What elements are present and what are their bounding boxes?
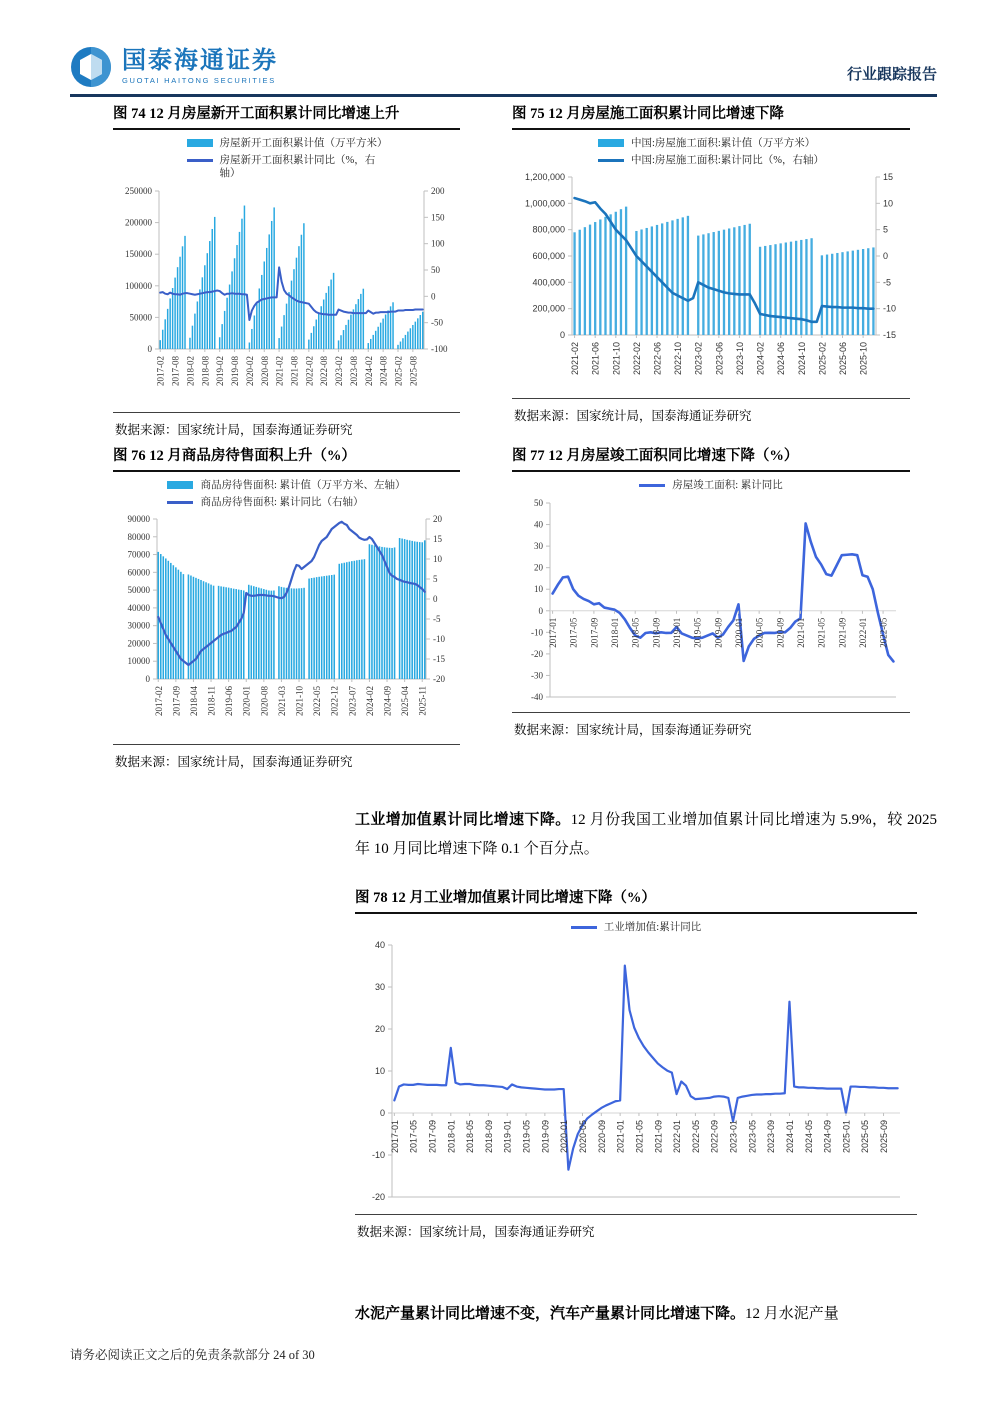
svg-text:100000: 100000 [125,280,152,291]
svg-text:2017-09: 2017-09 [427,1119,438,1153]
brand-name-en: GUOTAI HAITONG SECURITIES [122,76,276,85]
figure-78-title: 图 78 12 月工业增加值累计同比增速下降（%） [355,884,917,914]
svg-text:250000: 250000 [125,185,152,196]
figure-75-source: 数据来源：国家统计局，国泰海通证券研究 [512,398,910,424]
housing-completions-chart [512,493,910,709]
svg-text:2020-01: 2020-01 [241,686,252,717]
svg-text:90000: 90000 [127,514,150,525]
svg-text:100: 100 [431,238,445,249]
svg-text:0: 0 [431,291,436,302]
svg-text:10: 10 [374,1065,385,1076]
legend-item [598,137,824,151]
svg-text:2021-10: 2021-10 [611,342,622,376]
svg-text:1,000,000: 1,000,000 [524,198,565,209]
svg-text:2025-01: 2025-01 [841,1119,852,1153]
svg-text:70000: 70000 [127,549,150,560]
svg-text:10: 10 [433,554,442,565]
legend-label: 商品房待售面积: 累计值（万平方米、左轴） [200,480,406,491]
svg-text:2025-10: 2025-10 [858,342,869,376]
figure-75 [512,100,910,424]
svg-text:10: 10 [883,198,894,209]
svg-text:-100: -100 [431,343,448,354]
svg-text:0: 0 [538,605,543,616]
svg-text:2025-08: 2025-08 [408,355,419,386]
figure-75-chart-canvas [512,130,910,395]
svg-text:2019-02: 2019-02 [215,355,226,386]
svg-text:2020-01: 2020-01 [559,1119,570,1153]
svg-text:2021-08: 2021-08 [289,355,300,386]
svg-text:2017-09: 2017-09 [589,617,600,648]
svg-text:2021-02: 2021-02 [570,342,581,376]
svg-text:200000: 200000 [125,217,152,228]
svg-text:2022-05: 2022-05 [690,1119,701,1153]
legend-item [639,479,783,493]
svg-text:2020-01: 2020-01 [733,617,744,648]
svg-text:800,000: 800,000 [532,224,565,235]
svg-text:80000: 80000 [127,532,150,543]
svg-text:2017-09: 2017-09 [171,686,182,717]
svg-text:50000: 50000 [129,312,152,323]
svg-text:50000: 50000 [127,585,150,596]
svg-text:2021-09: 2021-09 [653,1119,664,1153]
svg-text:10: 10 [534,583,543,594]
svg-text:2023-10: 2023-10 [734,342,745,376]
svg-text:2022-10: 2022-10 [673,342,684,376]
svg-text:2019-01: 2019-01 [672,617,683,648]
svg-text:20: 20 [433,514,442,525]
svg-text:2019-05: 2019-05 [521,1119,532,1153]
disclaimer-footer: 请务必阅读正文之后的免责条款部分 24 of 30 [70,1348,315,1362]
svg-text:2025-02: 2025-02 [817,342,828,376]
svg-text:2024-01: 2024-01 [784,1119,795,1153]
svg-text:2025-06: 2025-06 [838,342,849,376]
svg-text:2020-08: 2020-08 [259,686,270,717]
page-header [70,46,937,88]
svg-text:-20: -20 [433,674,445,685]
figure-74-chart-canvas [113,130,460,409]
svg-text:50: 50 [534,497,543,508]
svg-text:2021-05: 2021-05 [634,1119,645,1153]
svg-text:2018-01: 2018-01 [610,617,621,648]
svg-text:600,000: 600,000 [532,251,565,262]
brand-text [122,49,278,85]
figure-76-title: 图 76 12 月商品房待售面积上升（%） [113,442,460,472]
svg-text:2020-08: 2020-08 [259,355,270,386]
svg-text:2024-02: 2024-02 [364,686,375,717]
svg-text:2021-02: 2021-02 [274,355,285,386]
figure-74 [113,100,460,438]
svg-text:2023-08: 2023-08 [348,355,359,386]
svg-text:2020-05: 2020-05 [578,1119,588,1153]
svg-text:2017-08: 2017-08 [170,355,181,386]
svg-text:30000: 30000 [127,620,150,631]
svg-text:40: 40 [374,939,385,950]
figure-77-source: 数据来源：国家统计局，国泰海通证券研究 [512,712,910,738]
svg-text:-30: -30 [531,670,543,681]
legend-line-swatch-icon [187,159,213,162]
paragraph-cement-rest: 12 月水泥产量 [745,1306,839,1322]
figure-76-chart-canvas [113,472,460,741]
legend-item [167,479,405,493]
svg-text:20: 20 [534,562,543,573]
svg-text:2018-01: 2018-01 [446,1119,457,1153]
paragraph-lead-rest: 12 月份我国工业增加值累计同比增速为 5.9%，较 2025 年 10 月同比增速下降 0.1 个百分点。 [355,812,937,857]
svg-text:2024-09: 2024-09 [822,1119,833,1153]
figure-76 [113,442,460,770]
svg-text:2018-05: 2018-05 [630,617,641,648]
legend-label: 房屋新开工面积累计值（万平方米） [219,138,388,149]
svg-text:2022-01: 2022-01 [672,1119,683,1153]
figure-77-chart-canvas [512,472,910,709]
legend-line-swatch-icon [598,159,624,162]
svg-text:2019-05: 2019-05 [692,617,703,648]
body-paragraph-cement [355,1300,937,1329]
housing-under-construction-chart [512,167,910,395]
svg-text:15: 15 [883,172,894,183]
svg-text:2023-09: 2023-09 [766,1119,777,1153]
svg-text:-10: -10 [371,1149,385,1160]
svg-text:2018-11: 2018-11 [206,686,217,716]
svg-text:2022-06: 2022-06 [652,342,663,376]
svg-text:15: 15 [433,534,442,545]
svg-text:0: 0 [883,251,889,262]
brand-name-cn: 国泰海通证券 [122,47,278,74]
svg-text:2019-08: 2019-08 [230,355,241,386]
figure-78 [355,884,917,1240]
svg-text:30: 30 [374,981,385,992]
svg-text:40000: 40000 [127,603,150,614]
legend-item [187,154,387,181]
figure-76-source: 数据来源：国家统计局，国泰海通证券研究 [113,744,460,770]
svg-text:-40: -40 [531,691,543,702]
svg-text:2019-09: 2019-09 [713,617,724,648]
figure-78-source: 数据来源：国家统计局，国泰海通证券研究 [355,1214,917,1240]
legend-item [598,154,824,168]
svg-text:2021-06: 2021-06 [590,342,601,376]
industrial-value-added-chart [356,935,916,1211]
legend-bar-swatch-icon [598,139,624,147]
svg-text:20000: 20000 [127,638,150,649]
svg-text:2020-09: 2020-09 [775,617,786,648]
svg-text:60000: 60000 [127,567,150,578]
svg-text:2024-08: 2024-08 [378,355,389,386]
svg-text:-15: -15 [883,330,897,341]
svg-text:2018-04: 2018-04 [188,686,199,717]
svg-text:0: 0 [145,674,150,685]
svg-text:-50: -50 [431,317,443,328]
svg-text:-5: -5 [883,277,892,288]
svg-text:-20: -20 [371,1191,385,1202]
svg-text:2024-09: 2024-09 [382,686,393,717]
svg-text:2022-02: 2022-02 [304,355,315,386]
figure-78-chart-canvas [355,914,917,1211]
svg-text:2025-04: 2025-04 [400,686,411,717]
svg-text:-15: -15 [433,654,445,665]
body-paragraph-industrial [355,806,937,863]
svg-text:2024-06: 2024-06 [776,342,787,376]
svg-text:2021-09: 2021-09 [837,617,848,648]
svg-text:50: 50 [431,264,440,275]
svg-text:0: 0 [379,1107,385,1118]
svg-text:2020-02: 2020-02 [244,355,255,386]
svg-text:2025-11: 2025-11 [417,686,428,716]
svg-text:5: 5 [883,224,889,235]
svg-text:2025-02: 2025-02 [393,355,404,386]
svg-text:2018-08: 2018-08 [200,355,211,386]
svg-text:150000: 150000 [125,249,152,260]
unsold-commercial-housing-chart [113,509,460,741]
svg-text:2025-05: 2025-05 [860,1119,871,1153]
legend-bar-swatch-icon [167,481,193,489]
legend-line-swatch-icon [571,926,597,929]
svg-text:2022-05: 2022-05 [878,617,889,648]
svg-text:2017-02: 2017-02 [155,355,166,386]
report-type-label: 行业跟踪报告 [846,67,937,83]
svg-text:400,000: 400,000 [532,277,565,288]
svg-text:2019-09: 2019-09 [540,1119,551,1153]
svg-text:2023-01: 2023-01 [728,1119,739,1153]
legend-label: 工业增加值:累计同比 [603,922,702,933]
svg-text:2018-09: 2018-09 [651,617,662,648]
legend-bar-swatch-icon [187,139,213,147]
svg-text:2022-12: 2022-12 [329,686,340,717]
svg-text:200,000: 200,000 [532,303,565,314]
svg-text:2017-02: 2017-02 [153,686,164,717]
figure-74-source: 数据来源：国家统计局，国泰海通证券研究 [113,412,460,438]
svg-text:2020-09: 2020-09 [596,1119,607,1153]
svg-text:2017-01: 2017-01 [389,1119,400,1153]
legend-label: 中国:房屋施工面积:累计同比（%，右轴） [630,154,825,166]
svg-text:2021-05: 2021-05 [816,617,827,648]
svg-text:30: 30 [534,540,543,551]
svg-text:2025-09: 2025-09 [879,1119,890,1153]
svg-text:0: 0 [559,330,565,341]
svg-text:2022-08: 2022-08 [319,355,330,386]
company-logo-icon [70,46,112,88]
legend-line-swatch-icon [639,484,665,487]
legend-label: 房屋竣工面积: 累计同比 [672,480,783,491]
svg-text:2024-05: 2024-05 [803,1119,814,1153]
svg-text:5: 5 [433,574,438,585]
svg-text:20: 20 [374,1023,385,1034]
svg-text:-5: -5 [433,614,441,625]
legend-line-swatch-icon [167,501,193,504]
svg-text:2023-07: 2023-07 [347,686,358,717]
legend-label: 中国:房屋施工面积:累计值（万平方米） [630,138,816,149]
legend-label: 商品房待售面积: 累计同比（右轴） [200,496,364,508]
paragraph-lead-bold: 工业增加值累计同比增速下降。 [355,812,571,828]
svg-text:2018-02: 2018-02 [185,355,196,386]
svg-text:0: 0 [433,594,438,605]
svg-text:2022-09: 2022-09 [709,1119,720,1153]
svg-text:2024-02: 2024-02 [363,355,374,386]
svg-text:10000: 10000 [127,656,150,667]
svg-text:-10: -10 [883,303,897,314]
svg-text:2022-01: 2022-01 [857,617,868,648]
svg-text:2023-02: 2023-02 [693,342,704,376]
header-divider [70,94,937,97]
svg-text:2021-01: 2021-01 [795,617,806,648]
svg-text:200: 200 [431,185,445,196]
figure-75-title: 图 75 12 月房屋施工面积累计同比增速下降 [512,100,910,130]
svg-text:-20: -20 [531,648,543,659]
legend-item [167,496,405,510]
svg-text:2018-09: 2018-09 [483,1119,494,1153]
svg-text:2023-06: 2023-06 [714,342,725,376]
legend-label: 房屋新开工面积累计同比（%，右轴） [219,154,376,180]
figure-77 [512,442,910,738]
svg-text:-10: -10 [531,626,543,637]
svg-text:2022-02: 2022-02 [631,342,642,376]
svg-text:2020-05: 2020-05 [754,617,765,648]
paragraph-cement-bold: 水泥产量累计同比增速不变，汽车产量累计同比增速下降。 [355,1306,746,1322]
svg-text:2019-06: 2019-06 [224,686,235,717]
svg-text:150: 150 [431,212,445,223]
svg-text:1,200,000: 1,200,000 [524,172,565,183]
svg-text:0: 0 [147,343,152,354]
legend-item [571,921,701,935]
legend-item [187,137,387,151]
svg-text:2021-01: 2021-01 [615,1119,626,1153]
svg-text:40: 40 [534,519,543,530]
figure-77-title: 图 77 12 月房屋竣工面积同比增速下降（%） [512,442,910,472]
svg-text:2019-01: 2019-01 [502,1119,513,1153]
svg-text:2021-03: 2021-03 [276,686,287,717]
svg-text:2018-05: 2018-05 [465,1119,476,1153]
svg-text:2017-05: 2017-05 [568,617,579,648]
figure-74-title: 图 74 12 月房屋新开工面积累计同比增速上升 [113,100,460,130]
svg-text:2021-10: 2021-10 [294,686,305,717]
svg-text:2017-05: 2017-05 [408,1119,419,1153]
svg-text:2024-02: 2024-02 [755,342,766,376]
svg-text:2022-05: 2022-05 [312,686,323,717]
svg-text:2023-05: 2023-05 [747,1119,758,1153]
housing-new-starts-chart [113,181,460,409]
company-logo [70,46,278,88]
svg-text:-10: -10 [433,634,445,645]
svg-text:2017-01: 2017-01 [548,617,559,648]
svg-text:2023-02: 2023-02 [334,355,345,386]
svg-text:2024-10: 2024-10 [796,342,807,376]
